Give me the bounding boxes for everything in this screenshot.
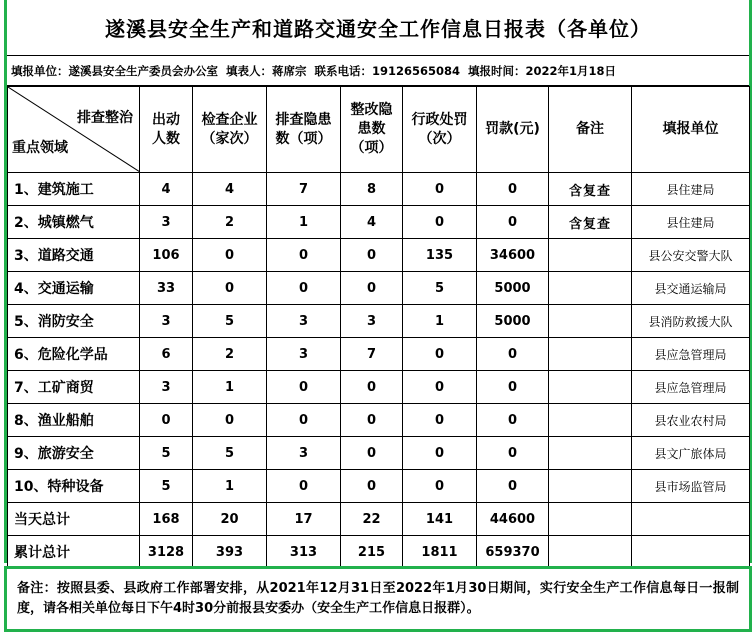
col-header: 排查隐患 数（项）	[267, 87, 341, 173]
cell-fixed: 0	[341, 404, 403, 437]
cell-fine: 0	[477, 437, 549, 470]
cell-fixed: 0	[341, 239, 403, 272]
cell-area: 7、工矿商贸	[8, 371, 140, 404]
cell-inspect: 0	[193, 272, 267, 305]
cell-people: 4	[140, 173, 193, 206]
cell-penalty: 1	[403, 305, 477, 338]
info-filler: 填表人：蒋席宗	[226, 63, 307, 78]
table-row	[8, 437, 750, 470]
cell-people: 168	[140, 503, 193, 536]
cell-fixed: 0	[341, 437, 403, 470]
cell-area: 5、消防安全	[8, 305, 140, 338]
cell-unit	[632, 503, 750, 536]
cell-note	[549, 437, 632, 470]
diag-bottom-label: 重点领域	[12, 140, 68, 156]
cell-area: 1、建筑施工	[8, 173, 140, 206]
cell-unit: 县应急管理局	[632, 338, 750, 371]
cell-hazards: 0	[267, 470, 341, 503]
cell-fine: 44600	[477, 503, 549, 536]
footnote: 备注：按照县委、县政府工作部署安排，从2021年12月31日至2022年1月30日期间，实行安全生产工作信息每日一报制度，请各相关单位每日下午4时30分前报县安委办（安全生产工作信息日报群）。	[4, 566, 752, 632]
cell-note: 含复查	[549, 206, 632, 239]
cell-fine: 34600	[477, 239, 549, 272]
cell-fixed: 0	[341, 371, 403, 404]
cell-note	[549, 338, 632, 371]
cell-penalty: 0	[403, 437, 477, 470]
cell-fixed: 0	[341, 272, 403, 305]
cell-area: 3、道路交通	[8, 239, 140, 272]
cell-hazards: 7	[267, 173, 341, 206]
table-row	[8, 305, 750, 338]
cell-unit: 县交通运输局	[632, 272, 750, 305]
cell-note	[549, 536, 632, 569]
cell-inspect: 2	[193, 206, 267, 239]
cell-inspect: 4	[193, 173, 267, 206]
cell-people: 33	[140, 272, 193, 305]
cell-people: 3	[140, 206, 193, 239]
cell-hazards: 17	[267, 503, 341, 536]
cell-fixed: 4	[341, 206, 403, 239]
diagonal-header-cell	[8, 87, 140, 173]
cell-penalty: 0	[403, 173, 477, 206]
table-row	[8, 371, 750, 404]
cell-penalty: 5	[403, 272, 477, 305]
cell-unit: 县应急管理局	[632, 371, 750, 404]
cell-penalty: 0	[403, 338, 477, 371]
col-header: 填报单位	[632, 87, 750, 173]
cell-fixed: 215	[341, 536, 403, 569]
info-phone: 联系电话：19126565084	[314, 63, 461, 78]
col-header: 备注	[549, 87, 632, 173]
cell-fine: 5000	[477, 272, 549, 305]
cell-people: 0	[140, 404, 193, 437]
cell-unit: 县公安交警大队	[632, 239, 750, 272]
cell-inspect: 5	[193, 437, 267, 470]
cell-penalty: 0	[403, 206, 477, 239]
cell-area: 10、特种设备	[8, 470, 140, 503]
cell-area: 9、旅游安全	[8, 437, 140, 470]
cell-people: 3128	[140, 536, 193, 569]
cell-note	[549, 404, 632, 437]
cell-fixed: 7	[341, 338, 403, 371]
table-row	[8, 536, 750, 569]
cell-penalty: 0	[403, 404, 477, 437]
cell-fixed: 22	[341, 503, 403, 536]
cell-hazards: 0	[267, 272, 341, 305]
cell-hazards: 3	[267, 338, 341, 371]
col-header: 整改隐 患数 （项）	[341, 87, 403, 173]
table-body	[8, 173, 750, 569]
table-row	[8, 173, 750, 206]
report-info-line	[7, 56, 749, 86]
cell-unit: 县文广旅体局	[632, 437, 750, 470]
cell-hazards: 0	[267, 371, 341, 404]
table-row	[8, 338, 750, 371]
cell-inspect: 2	[193, 338, 267, 371]
cell-fine: 0	[477, 470, 549, 503]
cell-unit: 县农业农村局	[632, 404, 750, 437]
cell-people: 5	[140, 470, 193, 503]
cell-fixed: 8	[341, 173, 403, 206]
cell-inspect: 0	[193, 404, 267, 437]
cell-people: 5	[140, 437, 193, 470]
cell-area: 4、交通运输	[8, 272, 140, 305]
col-header: 行政处罚 （次）	[403, 87, 477, 173]
cell-area: 8、渔业船舶	[8, 404, 140, 437]
table-row	[8, 206, 750, 239]
report-title: 遂溪县安全生产和道路交通安全工作信息日报表（各单位）	[7, 0, 749, 56]
cell-penalty: 0	[403, 371, 477, 404]
cell-fine: 0	[477, 371, 549, 404]
cell-note	[549, 272, 632, 305]
cell-fine: 0	[477, 206, 549, 239]
cell-hazards: 0	[267, 404, 341, 437]
cell-fine: 659370	[477, 536, 549, 569]
cell-area: 累计总计	[8, 536, 140, 569]
cell-note	[549, 470, 632, 503]
cell-hazards: 3	[267, 305, 341, 338]
report-sheet	[4, 0, 752, 563]
cell-people: 6	[140, 338, 193, 371]
cell-hazards: 3	[267, 437, 341, 470]
cell-hazards: 1	[267, 206, 341, 239]
cell-note	[549, 239, 632, 272]
table-header-row	[8, 87, 750, 173]
cell-inspect: 1	[193, 470, 267, 503]
cell-note	[549, 305, 632, 338]
cell-inspect: 0	[193, 239, 267, 272]
cell-inspect: 5	[193, 305, 267, 338]
cell-fine: 5000	[477, 305, 549, 338]
cell-fine: 0	[477, 404, 549, 437]
info-date: 填报时间：2022年1月18日	[468, 63, 617, 78]
col-header: 出动 人数	[140, 87, 193, 173]
diagonal-line	[8, 87, 140, 172]
cell-unit: 县住建局	[632, 206, 750, 239]
col-header: 罚款(元)	[477, 87, 549, 173]
info-unit: 填报单位：遂溪县安全生产委员会办公室	[11, 63, 218, 78]
cell-penalty: 135	[403, 239, 477, 272]
cell-people: 3	[140, 305, 193, 338]
cell-inspect: 20	[193, 503, 267, 536]
cell-unit: 县住建局	[632, 173, 750, 206]
cell-inspect: 1	[193, 371, 267, 404]
table-row	[8, 272, 750, 305]
cell-penalty: 1811	[403, 536, 477, 569]
cell-unit: 县市场监管局	[632, 470, 750, 503]
cell-fixed: 0	[341, 470, 403, 503]
table-row	[8, 404, 750, 437]
cell-fixed: 3	[341, 305, 403, 338]
cell-penalty: 141	[403, 503, 477, 536]
cell-fine: 0	[477, 338, 549, 371]
cell-inspect: 393	[193, 536, 267, 569]
cell-area: 6、危险化学品	[8, 338, 140, 371]
cell-people: 3	[140, 371, 193, 404]
diag-top-label: 排查整治	[77, 110, 133, 126]
report-table	[7, 86, 750, 569]
table-row	[8, 239, 750, 272]
cell-note	[549, 371, 632, 404]
cell-area: 2、城镇燃气	[8, 206, 140, 239]
table-row	[8, 470, 750, 503]
cell-unit	[632, 536, 750, 569]
cell-area: 当天总计	[8, 503, 140, 536]
cell-hazards: 0	[267, 239, 341, 272]
table-row	[8, 503, 750, 536]
cell-hazards: 313	[267, 536, 341, 569]
cell-fine: 0	[477, 173, 549, 206]
cell-note: 含复查	[549, 173, 632, 206]
cell-people: 106	[140, 239, 193, 272]
cell-penalty: 0	[403, 470, 477, 503]
cell-unit: 县消防救援大队	[632, 305, 750, 338]
col-header: 检查企业 （家次）	[193, 87, 267, 173]
cell-note	[549, 503, 632, 536]
